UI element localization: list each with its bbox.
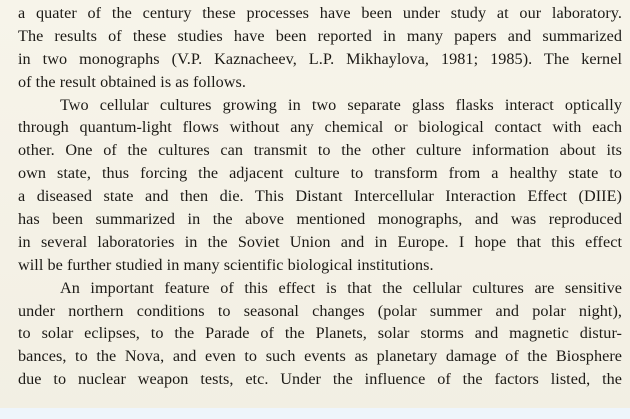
text-line: a diseased state and then die. This Distant Intercellular Interaction Effect (DIIE) [18, 187, 622, 206]
text-line: under northern conditions to seasonal changes (polar summer and polar night), [18, 301, 622, 320]
text-line: in several laboratories in the Soviet Union and in Europe. I hope that this effect [18, 232, 622, 251]
text-line: in two monographs (V.P. Kaznacheev, L.P. Mikhaylova, 1981; 1985). The kernel [18, 49, 622, 68]
body-text [18, 2, 622, 391]
paragraph-start-line: An important feature of this effect is that the cellular cultures are sensitive [60, 278, 622, 297]
text-line: has been summarized in the above mentioned monographs, and was reproduced [18, 210, 622, 229]
text-line: bances, to the Nova, and even to such events as planetary damage of the Biosphere [18, 347, 622, 366]
viewer-bottom-edge [0, 408, 630, 419]
text-line: a quater of the century these processes have been under study at our laboratory. [18, 4, 622, 22]
text-line: The results of these studies have been reported in many papers and summarized [18, 26, 622, 45]
text-line: through quantum-light flows without any chemical or biological contact with each [18, 118, 622, 137]
paragraph-start-line: Two cellular cultures growing in two separate glass flasks interact optically [60, 95, 622, 114]
text-line: to solar eclipses, to the Parade of the Planets, solar storms and magnetic distur- [18, 324, 622, 343]
text-line: will be further studied in many scientific biological institutions. [18, 255, 434, 274]
text-line: own state, thus forcing the adjacent culture to transform from a healthy state to [18, 164, 622, 183]
text-line: of the result obtained is as follows. [18, 72, 246, 91]
text-line: other. One of the cultures can transmit to the other culture information about its [18, 141, 622, 160]
text-line: due to nuclear weapon tests, etc. Under the influence of the factors listed, the [18, 370, 622, 389]
